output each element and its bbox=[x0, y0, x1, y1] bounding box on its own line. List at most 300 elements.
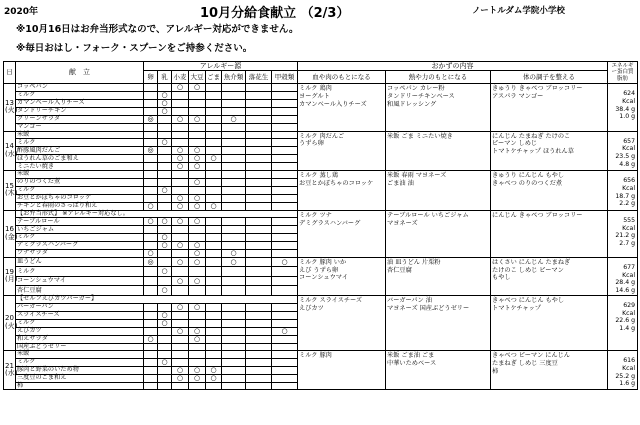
nutrition-cell bbox=[608, 351, 638, 390]
allergen-mark bbox=[158, 327, 172, 335]
allergen-mark: ○ bbox=[189, 84, 206, 92]
fat-value: 1.4 g bbox=[619, 325, 636, 333]
allergen-mark: ○ bbox=[158, 92, 172, 100]
allergen-mark bbox=[189, 124, 206, 132]
allergen-mark bbox=[272, 343, 298, 351]
notice-utensils: ※毎日おはし・フォーク・スプーンをご持参ください。 bbox=[16, 43, 253, 54]
dish-name: 和えサラダ bbox=[16, 335, 144, 343]
allergen-mark: ○ bbox=[172, 202, 189, 210]
allergen-mark: ○ bbox=[158, 286, 172, 296]
allergen-mark: ◎ bbox=[144, 116, 158, 124]
allergen-mark bbox=[246, 163, 272, 171]
allergen-mark bbox=[246, 116, 272, 124]
allergen-mark bbox=[144, 84, 158, 92]
allergen-mark bbox=[206, 327, 222, 335]
allergen-mark: ◎ bbox=[144, 147, 158, 155]
allergen-mark bbox=[272, 178, 298, 186]
allergen-mark bbox=[272, 131, 298, 139]
dish-name: のりのつくだ煮 bbox=[16, 178, 144, 186]
allergen-mark bbox=[272, 202, 298, 210]
allergen-mark bbox=[222, 335, 246, 343]
menu-table bbox=[3, 61, 638, 390]
allergen-mark bbox=[206, 257, 222, 267]
allergen-mark bbox=[272, 267, 298, 277]
allergen-mark bbox=[222, 366, 246, 374]
allergen-seafood-header: 魚介類 bbox=[222, 71, 246, 84]
allergen-mark: ○ bbox=[189, 163, 206, 171]
body-header: 体の調子を整える bbox=[491, 71, 608, 84]
allergen-mark: ○ bbox=[158, 241, 172, 249]
allergen-mark bbox=[158, 124, 172, 132]
allergen-mark bbox=[222, 163, 246, 171]
allergen-mark: ○ bbox=[172, 194, 189, 202]
allergen-mark bbox=[144, 186, 158, 194]
day-cell bbox=[4, 131, 16, 171]
allergen-mark: ○ bbox=[189, 218, 206, 226]
allergen-mark: ○ bbox=[158, 100, 172, 108]
energy-value: 616 Kcal bbox=[622, 357, 636, 372]
protein-value: 18.7 g bbox=[615, 192, 636, 200]
allergen-mark bbox=[144, 358, 158, 366]
allergen-mark: ○ bbox=[189, 327, 206, 335]
allergen-mark bbox=[246, 257, 272, 267]
allergen-milk-header: 乳 bbox=[158, 71, 172, 84]
allergen-mark bbox=[172, 335, 189, 343]
allergen-mark bbox=[272, 147, 298, 155]
nutrition-cell bbox=[608, 295, 638, 350]
allergen-mark: ◎ bbox=[144, 257, 158, 267]
day-weekday: (月) bbox=[5, 275, 18, 284]
protein-value: 22.6 g bbox=[615, 317, 636, 325]
allergen-mark bbox=[189, 311, 206, 319]
dish-name: ミルク bbox=[16, 358, 144, 366]
allergen-mark bbox=[222, 147, 246, 155]
dish-name: 皿うどん bbox=[16, 257, 144, 267]
allergen-mark bbox=[246, 343, 272, 351]
allergen-mark bbox=[272, 382, 298, 390]
allergen-mark bbox=[158, 303, 172, 311]
allergen-mark bbox=[144, 100, 158, 108]
allergen-mark bbox=[144, 327, 158, 335]
allergen-mark bbox=[246, 366, 272, 374]
blood-cell: ミルク 豚肉 bbox=[298, 351, 386, 390]
allergen-mark bbox=[158, 335, 172, 343]
allergen-mark bbox=[189, 319, 206, 327]
body-cell: はくさい にんじん たまねぎ たけのこ しめじ ピーマン もやし bbox=[491, 257, 608, 295]
allergen-mark: ○ bbox=[189, 202, 206, 210]
allergen-mark bbox=[206, 178, 222, 186]
allergen-mark bbox=[206, 100, 222, 108]
allergen-mark bbox=[144, 319, 158, 327]
day-date: 20 bbox=[5, 314, 14, 323]
blood-cell: ミルク 肉だんご うずら卵 bbox=[298, 131, 386, 171]
allergen-mark bbox=[246, 267, 272, 277]
day-date: 19 bbox=[5, 267, 14, 276]
allergen-mark bbox=[246, 147, 272, 155]
allergen-mark bbox=[158, 374, 172, 382]
allergen-mark bbox=[222, 178, 246, 186]
allergen-mark bbox=[222, 233, 246, 241]
nutrition-header: エネルギー蛋白質脂肪 bbox=[608, 62, 638, 84]
allergen-mark: ○ bbox=[222, 257, 246, 267]
day-weekday: (木) bbox=[5, 189, 18, 198]
allergen-mark bbox=[144, 303, 158, 311]
allergen-soy-header: 大豆 bbox=[189, 71, 206, 84]
allergen-mark bbox=[172, 382, 189, 390]
allergen-mark bbox=[144, 124, 158, 132]
dish-name: テーブルロール bbox=[16, 218, 144, 226]
allergen-mark bbox=[172, 267, 189, 277]
protein-value: 21.2 g bbox=[615, 232, 636, 240]
energy-value: 624 Kcal bbox=[622, 90, 636, 105]
allergen-mark bbox=[272, 311, 298, 319]
dish-name: ミニたい焼き bbox=[16, 163, 144, 171]
allergen-mark bbox=[158, 276, 172, 286]
allergen-mark bbox=[189, 286, 206, 296]
dish-name: 国産ぶどうゼリー bbox=[16, 343, 144, 351]
allergen-mark bbox=[222, 343, 246, 351]
day-cell bbox=[4, 351, 16, 390]
dish-name: 三度豆のごま和え bbox=[16, 374, 144, 382]
dish-name: ミルク bbox=[16, 139, 144, 147]
allergen-mark: ○ bbox=[206, 374, 222, 382]
allergen-mark bbox=[144, 233, 158, 241]
allergen-mark: ○ bbox=[206, 202, 222, 210]
allergen-mark bbox=[246, 100, 272, 108]
allergen-mark: ○ bbox=[172, 276, 189, 286]
protein-value: 25.2 g bbox=[615, 372, 636, 380]
allergen-mark bbox=[172, 100, 189, 108]
allergen-mark bbox=[189, 131, 206, 139]
allergen-mark bbox=[272, 351, 298, 359]
allergen-mark: ○ bbox=[189, 366, 206, 374]
allergen-mark: ○ bbox=[189, 276, 206, 286]
dish-name: 杏仁豆腐 bbox=[16, 286, 144, 296]
allergen-mark bbox=[272, 108, 298, 116]
allergen-mark bbox=[246, 202, 272, 210]
allergen-mark bbox=[206, 267, 222, 277]
allergen-mark bbox=[272, 139, 298, 147]
allergen-mark bbox=[222, 131, 246, 139]
allergen-mark bbox=[206, 382, 222, 390]
allergen-mark: ○ bbox=[158, 108, 172, 116]
allergen-mark bbox=[206, 241, 222, 249]
day-cell bbox=[4, 171, 16, 211]
allergen-mark bbox=[172, 226, 189, 234]
allergen-mark bbox=[246, 311, 272, 319]
special-note: 【お弁当形式】 ※アレルギー対応なし。 bbox=[16, 210, 298, 218]
allergen-mark: ○ bbox=[172, 257, 189, 267]
allergen-mark bbox=[189, 382, 206, 390]
blood-cell: ミルク 豚肉 いか えび うずら卵 コーンシュウマイ bbox=[298, 257, 386, 295]
dish-name: 米飯 bbox=[16, 131, 144, 139]
allergen-mark bbox=[206, 319, 222, 327]
allergen-mark bbox=[222, 226, 246, 234]
allergen-mark bbox=[272, 124, 298, 132]
allergen-mark bbox=[158, 257, 172, 267]
allergen-mark bbox=[158, 366, 172, 374]
dish-name: ミルク bbox=[16, 186, 144, 194]
allergen-mark bbox=[272, 303, 298, 311]
allergen-mark bbox=[246, 327, 272, 335]
allergen-mark bbox=[272, 92, 298, 100]
dish-name: 柿 bbox=[16, 382, 144, 390]
allergen-mark bbox=[246, 131, 272, 139]
day-date: 13 bbox=[5, 98, 14, 107]
allergen-mark bbox=[272, 276, 298, 286]
heat-cell: テーブルロール いちごジャム マヨネーズ bbox=[386, 210, 491, 257]
allergen-mark bbox=[158, 249, 172, 257]
allergen-mark bbox=[272, 116, 298, 124]
allergen-mark bbox=[222, 327, 246, 335]
allergen-mark bbox=[206, 139, 222, 147]
dish-name: デミグラスハンバーグ bbox=[16, 241, 144, 249]
allergen-mark bbox=[222, 358, 246, 366]
allergen-mark bbox=[158, 194, 172, 202]
allergen-mark bbox=[222, 319, 246, 327]
allergen-mark bbox=[144, 267, 158, 277]
heat-cell: 油 皿うどん 片栗粉 杏仁豆腐 bbox=[386, 257, 491, 295]
allergen-mark bbox=[144, 351, 158, 359]
allergen-mark bbox=[246, 276, 272, 286]
allergen-mark: ○ bbox=[222, 249, 246, 257]
energy-value: 677 Kcal bbox=[622, 263, 636, 279]
dish-name: えびカツ bbox=[16, 327, 144, 335]
blood-cell: ミルク 蒸し鶏 お豆とかぼちゃのコロッケ bbox=[298, 171, 386, 211]
body-cell: にんじん きゃべつ ブロッコリー bbox=[491, 210, 608, 257]
allergen-mark bbox=[246, 303, 272, 311]
allergen-mark bbox=[272, 100, 298, 108]
allergen-peanut-header: 落花生 bbox=[246, 71, 272, 84]
dish-name: コーンシュウマイ bbox=[16, 276, 144, 286]
allergen-mark bbox=[222, 100, 246, 108]
allergen-mark bbox=[172, 343, 189, 351]
day-date: 16 bbox=[5, 225, 14, 234]
allergen-mark: ○ bbox=[189, 194, 206, 202]
allergen-mark bbox=[246, 171, 272, 179]
allergen-mark bbox=[158, 147, 172, 155]
allergen-mark bbox=[144, 276, 158, 286]
allergen-mark bbox=[246, 186, 272, 194]
allergen-mark bbox=[158, 116, 172, 124]
allergen-mark bbox=[158, 155, 172, 163]
allergen-mark: ○ bbox=[172, 163, 189, 171]
allergen-mark: ○ bbox=[144, 335, 158, 343]
special-note: 【セルフえびカツバーガー】 bbox=[16, 295, 298, 303]
dishes-group-header: おかずの内容 bbox=[298, 62, 608, 71]
nutrition-cell bbox=[608, 257, 638, 295]
body-cell: にんじん たまねぎ たけのこ ピーマン しめじ トマトケチャップ ほうれん草 bbox=[491, 131, 608, 171]
allergen-mark: ○ bbox=[158, 218, 172, 226]
allergen-mark bbox=[206, 286, 222, 296]
allergen-mark: ○ bbox=[272, 327, 298, 335]
allergen-mark: ○ bbox=[172, 374, 189, 382]
dish-name: コッペパン bbox=[16, 84, 144, 92]
allergen-mark bbox=[246, 194, 272, 202]
allergen-mark: ○ bbox=[172, 366, 189, 374]
protein-value: 23.5 g bbox=[615, 153, 636, 161]
day-cell bbox=[4, 84, 16, 132]
nutrition-cell bbox=[608, 171, 638, 211]
allergen-mark: ○ bbox=[189, 147, 206, 155]
year-label: 2020年 bbox=[4, 7, 39, 17]
dish-row bbox=[4, 84, 638, 92]
nutrition-cell bbox=[608, 131, 638, 171]
notice-bento: ※10月16日はお弁当形式なので、アレルギー対応ができません。 bbox=[16, 24, 299, 35]
allergen-mark bbox=[189, 100, 206, 108]
allergen-crustacean-header: 甲殻類 bbox=[272, 71, 298, 84]
allergen-mark bbox=[144, 366, 158, 374]
allergen-mark bbox=[222, 139, 246, 147]
allergen-mark: ○ bbox=[189, 303, 206, 311]
dish-name: ミルク bbox=[16, 319, 144, 327]
special-row bbox=[4, 295, 638, 303]
day-weekday: (火) bbox=[5, 322, 18, 331]
allergen-mark bbox=[144, 178, 158, 186]
protein-value: 28.4 g bbox=[615, 279, 636, 287]
allergen-mark: ○ bbox=[172, 147, 189, 155]
allergen-mark bbox=[222, 382, 246, 390]
allergen-mark bbox=[206, 343, 222, 351]
allergen-mark bbox=[222, 124, 246, 132]
dish-name: いちごジャム bbox=[16, 226, 144, 234]
allergen-mark bbox=[158, 171, 172, 179]
menu-body bbox=[4, 84, 638, 390]
allergen-mark bbox=[189, 267, 206, 277]
allergen-mark bbox=[158, 163, 172, 171]
allergen-mark: ○ bbox=[272, 257, 298, 267]
allergen-mark bbox=[144, 382, 158, 390]
allergen-mark bbox=[272, 84, 298, 92]
dish-name: ミルク bbox=[16, 267, 144, 277]
allergen-mark bbox=[246, 319, 272, 327]
energy-value: 629 Kcal bbox=[622, 301, 636, 317]
allergen-mark bbox=[246, 358, 272, 366]
dish-name: カマンベール入りチーズ bbox=[16, 100, 144, 108]
allergen-mark bbox=[206, 218, 222, 226]
dish-name: 酢豚風肉だんご bbox=[16, 147, 144, 155]
allergen-mark: ○ bbox=[144, 249, 158, 257]
fat-value: 2.7 g bbox=[619, 240, 636, 248]
dish-name: グリーンサラダ bbox=[16, 116, 144, 124]
allergen-mark bbox=[272, 233, 298, 241]
allergen-mark bbox=[222, 276, 246, 286]
allergen-mark bbox=[158, 382, 172, 390]
allergen-mark bbox=[206, 163, 222, 171]
day-cell bbox=[4, 295, 16, 350]
dish-name: ほうれん草のごま和え bbox=[16, 155, 144, 163]
allergen-mark bbox=[206, 108, 222, 116]
allergen-mark: ○ bbox=[172, 155, 189, 163]
heat-header: 熱や力のもとになる bbox=[386, 71, 491, 84]
heat-cell: コッペパン カレー粉 タンドリーチキンベース 和風ドレッシング bbox=[386, 84, 491, 132]
blood-cell: ミルク ツナ デミグラスハンバーグ bbox=[298, 210, 386, 257]
allergen-mark bbox=[172, 178, 189, 186]
allergen-mark bbox=[206, 186, 222, 194]
allergen-mark bbox=[172, 92, 189, 100]
dish-name: お豆とかぼちゃのコロッケ bbox=[16, 194, 144, 202]
allergen-mark bbox=[222, 374, 246, 382]
allergen-mark: ○ bbox=[189, 116, 206, 124]
allergen-mark bbox=[158, 343, 172, 351]
allergen-mark bbox=[222, 84, 246, 92]
page-title: 10月分給食献立 （2/3） bbox=[200, 6, 350, 21]
allergen-mark bbox=[172, 171, 189, 179]
day-date: 15 bbox=[5, 181, 14, 190]
heat-cell: バーガーパン 油 マヨネーズ 国産ぶどうゼリー bbox=[386, 295, 491, 350]
allergen-mark bbox=[246, 108, 272, 116]
allergen-mark: ○ bbox=[158, 267, 172, 277]
allergen-mark bbox=[172, 286, 189, 296]
allergen-mark: ○ bbox=[189, 178, 206, 186]
dish-name: スライスチーズ bbox=[16, 311, 144, 319]
body-cell: きゅうり にんじん もやし きゃべつ のりのつくだ煮 bbox=[491, 171, 608, 211]
dish-row bbox=[4, 257, 638, 267]
dish-name: チキンと春雨のさっぱり和え bbox=[16, 202, 144, 210]
allergen-mark bbox=[206, 92, 222, 100]
dish-name: ミルク bbox=[16, 92, 144, 100]
nutrition-cell bbox=[608, 210, 638, 257]
allergen-mark: ○ bbox=[158, 233, 172, 241]
allergen-mark bbox=[272, 366, 298, 374]
allergen-mark bbox=[246, 335, 272, 343]
allergen-mark bbox=[144, 226, 158, 234]
allergen-mark bbox=[272, 163, 298, 171]
allergen-wheat-header: 小麦 bbox=[172, 71, 189, 84]
nutrition-cell bbox=[608, 84, 638, 132]
body-cell: きゅうり きゃべつ ブロッコリー アスパラ マンゴー bbox=[491, 84, 608, 132]
allergen-mark bbox=[144, 374, 158, 382]
allergen-mark bbox=[246, 233, 272, 241]
allergen-mark bbox=[246, 155, 272, 163]
allergen-mark bbox=[272, 186, 298, 194]
allergen-mark: ○ bbox=[172, 116, 189, 124]
allergen-mark: ○ bbox=[189, 249, 206, 257]
allergen-mark bbox=[189, 226, 206, 234]
allergen-mark: ○ bbox=[158, 186, 172, 194]
allergen-mark bbox=[246, 374, 272, 382]
menu-header: 献 立 bbox=[16, 62, 144, 84]
day-date: 14 bbox=[5, 142, 14, 151]
fat-value: 4.8 g bbox=[619, 160, 636, 168]
allergen-mark bbox=[246, 226, 272, 234]
allergen-mark bbox=[206, 124, 222, 132]
day-header: 日 bbox=[4, 62, 16, 84]
protein-value: 38.4 g bbox=[615, 105, 636, 113]
blood-header: 血や肉のもとになる bbox=[298, 71, 386, 84]
allergen-mark bbox=[206, 116, 222, 124]
allergen-mark: ○ bbox=[172, 84, 189, 92]
allergen-mark bbox=[272, 194, 298, 202]
allergen-mark: ○ bbox=[172, 303, 189, 311]
fat-value: 14.6 g bbox=[615, 287, 636, 295]
allergen-mark bbox=[144, 343, 158, 351]
day-weekday: (金) bbox=[5, 232, 18, 241]
day-weekday: (水) bbox=[5, 369, 18, 378]
blood-cell: ミルク スライスチーズ えびカツ bbox=[298, 295, 386, 350]
allergen-mark bbox=[222, 286, 246, 296]
allergen-mark: ○ bbox=[189, 241, 206, 249]
dish-row bbox=[4, 171, 638, 179]
allergen-mark bbox=[189, 92, 206, 100]
allergen-mark bbox=[246, 382, 272, 390]
allergen-mark bbox=[172, 319, 189, 327]
allergen-mark bbox=[222, 186, 246, 194]
allergen-mark: ○ bbox=[172, 218, 189, 226]
allergy-group-header: アレルギー源 bbox=[144, 62, 298, 71]
allergen-mark bbox=[158, 202, 172, 210]
allergen-mark bbox=[206, 233, 222, 241]
